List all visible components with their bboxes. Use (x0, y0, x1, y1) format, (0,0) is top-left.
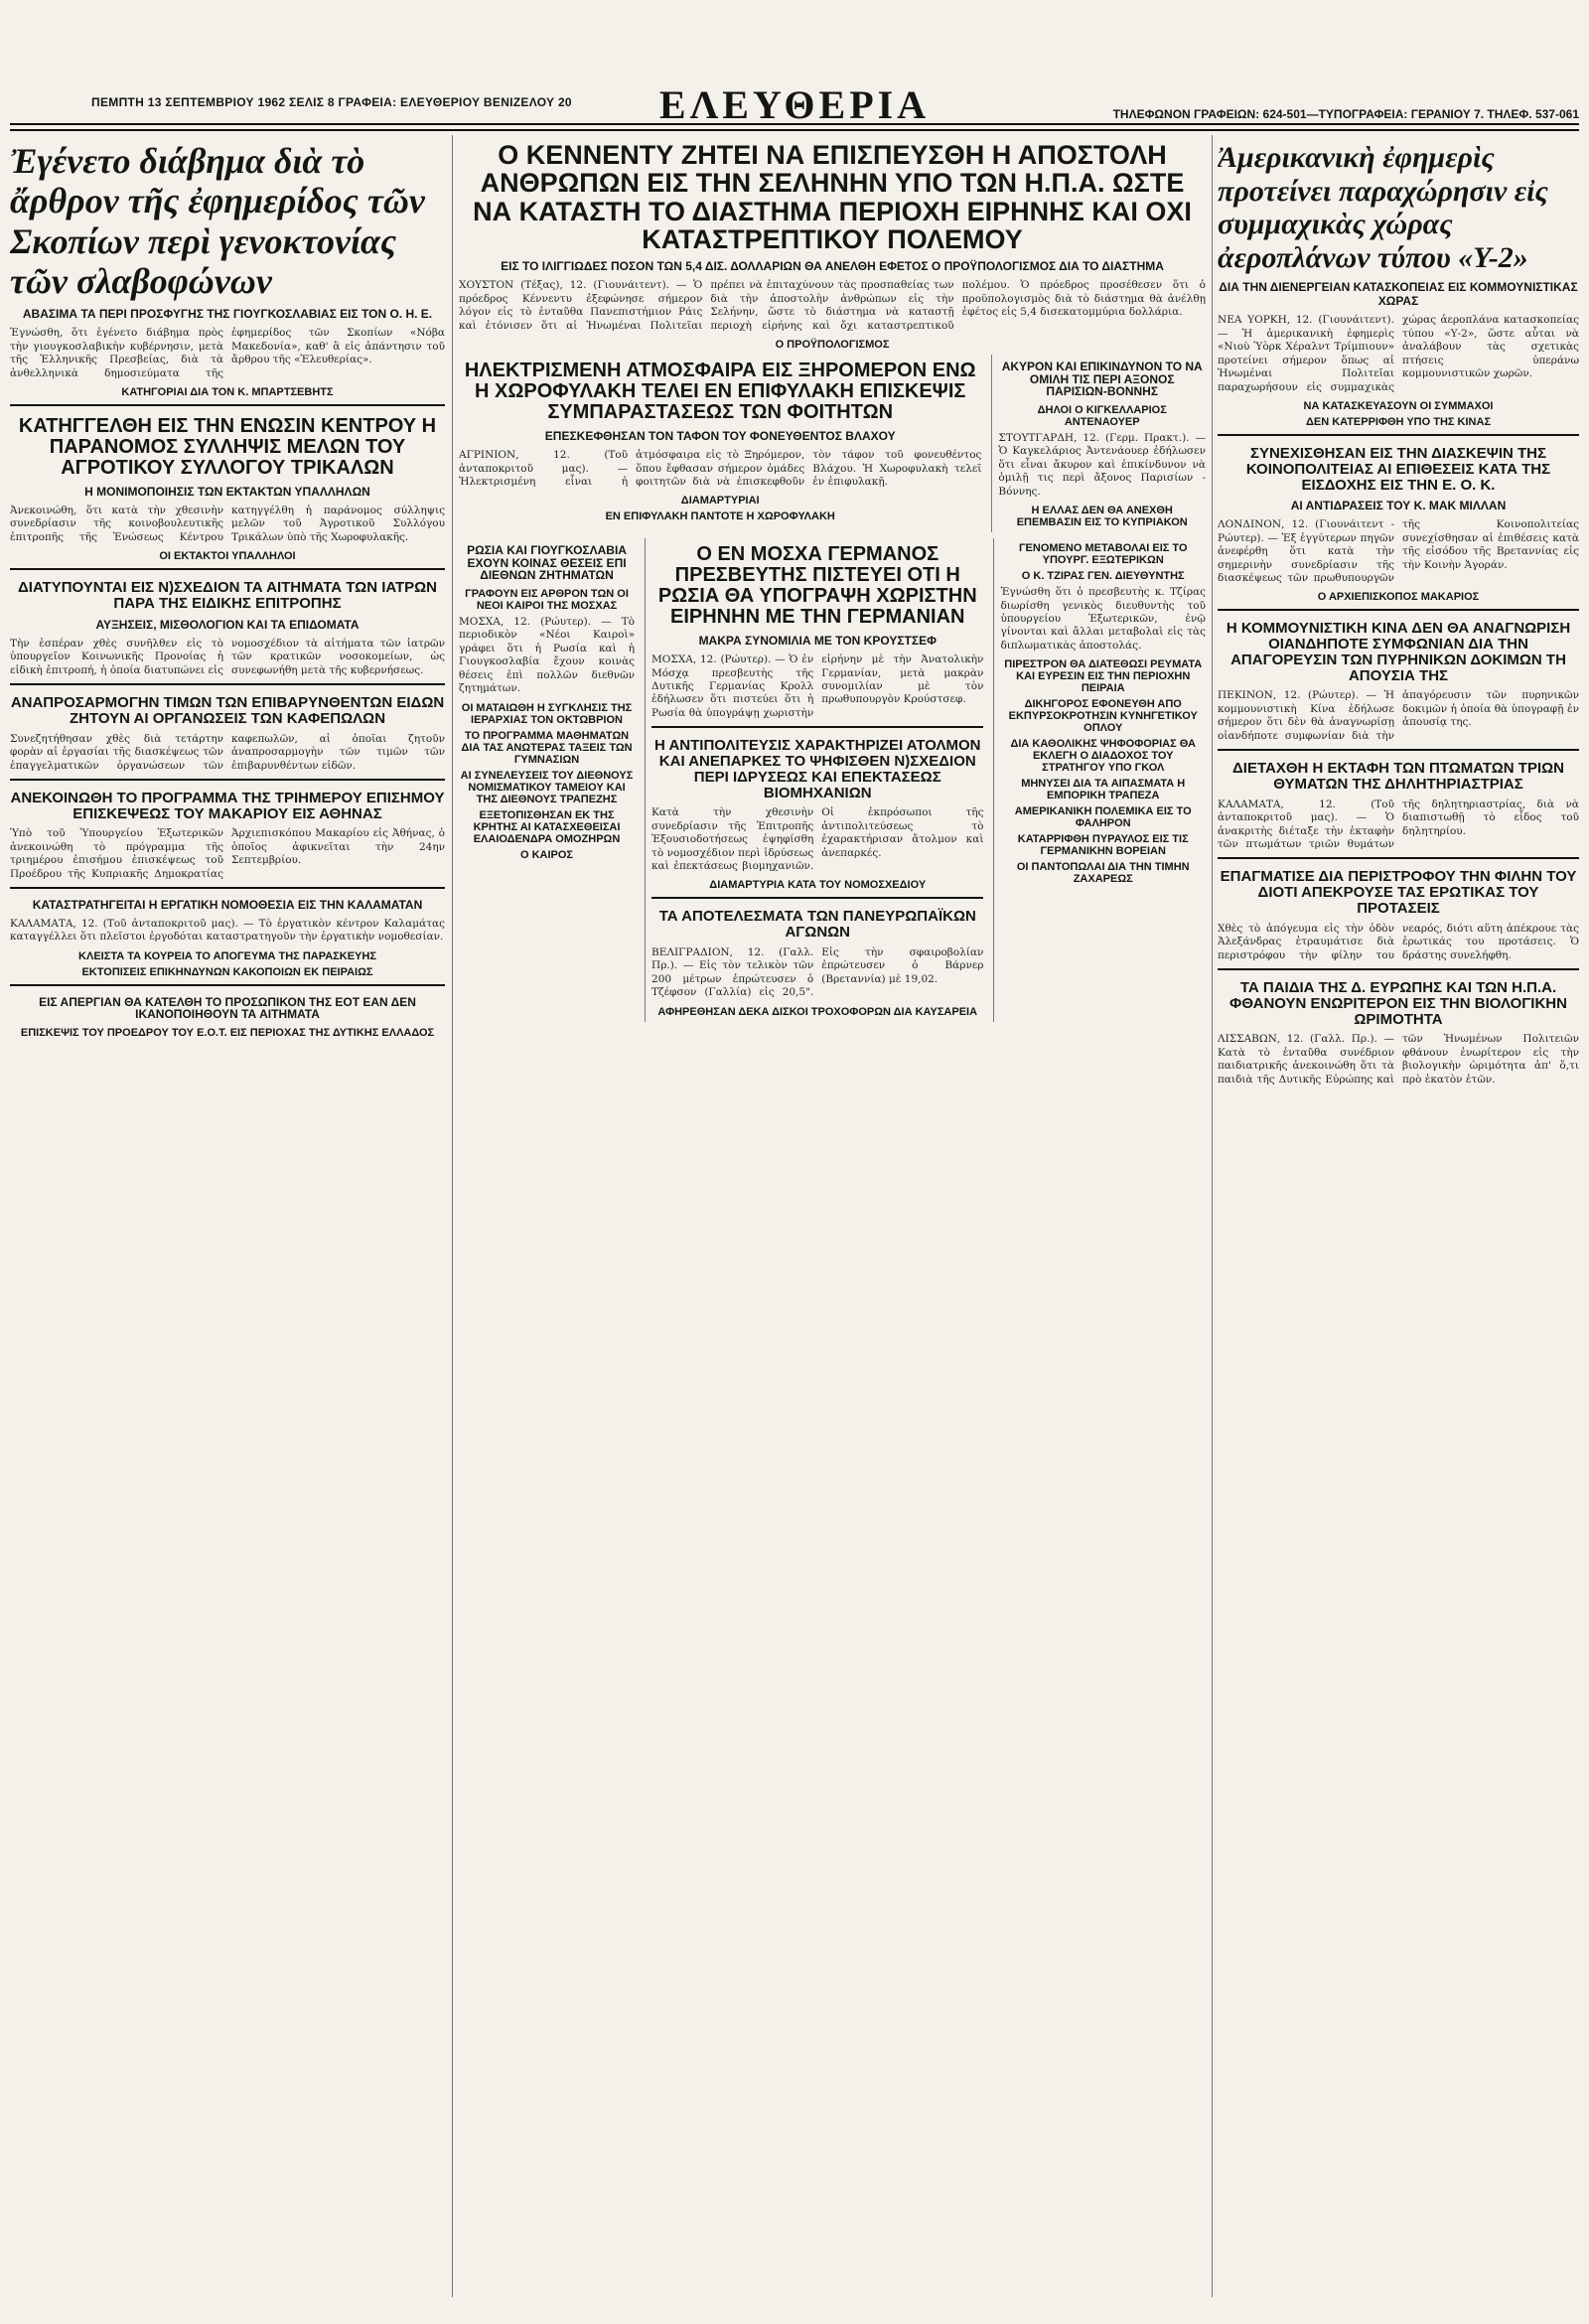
kina-text: ΠΕΚΙΝΟΝ, 12. (Ρώυτερ). — Ἡ κομμουνιστικὴ Κίνα ἐδήλωσε σήμερον ὅτι δὲν θὰ ἀναγνωρίσῃ οἱανδήποτε συμφωνίαν διὰ τὴν ἀπαγόρευσιν τῶν πυρηνικῶν δοκιμῶν ἡ ὁποία θὰ ὑπογραφῇ ἐν ἀπουσίᾳ της. (1218, 689, 1579, 742)
tsiras-subhead: Ο Κ. ΤΖΙΡΑΣ ΓΕΝ. ΔΙΕΥΘΥΝΤΗΣ (1021, 570, 1185, 583)
trikala-article (10, 404, 445, 562)
ptomata-headline: ΔΙΕΤΑΧΘΗ Η ΕΚΤΑΦΗ ΤΩΝ ΠΤΩΜΑΤΩΝ ΤΡΙΩΝ ΘΥΜΑΤΩΝ ΤΗΣ ΔΗΛΗΤΗΡΙΑΣΤΡΙΑΣ (1232, 760, 1564, 793)
makarios-article (10, 779, 445, 881)
center-column (459, 135, 1206, 2310)
akyron-subhead: ΔΗΛΟΙ Ο ΚΙΓΚΕΛΛΑΡΙΟΣ ΑΝΤΕΝΑΟΥΕΡ (1037, 403, 1167, 428)
koinopoliteia-headline: ΣΥΝΕΧΙΣΘΗΣΑΝ ΕΙΣ ΤΗΝ ΔΙΑΣΚΕΨΙΝ ΤΗΣ ΚΟΙΝΟΠΟΛΙΤΕΙΑΣ ΑΙ ΕΠΙΘΕΣΕΙΣ ΚΑΤΑ ΤΗΣ ΕΙΣΔΟΧΗΣ ΕΙΣ ΤΗΝ Ε. Ο. Κ. (1245, 445, 1551, 494)
rosia-giougko-subhead-4: ΑΙ ΣΥΝΕΛΕΥΣΕΙΣ ΤΟΥ ΔΙΕΘΝΟΥΣ ΝΟΜΙΣΜΑΤΙΚΟΥ ΤΑΜΕΙΟΥ ΚΑΙ ΤΗΣ ΔΙΕΘΝΟΥΣ ΤΡΑΠΕΖΗΣ (460, 769, 634, 805)
tsiras-subhead-3: ΔΙΚΗΓΟΡΟΣ ΕΦΟΝΕΥΘΗ ΑΠΟ ΕΚΠΥΡΣΟΚΡΟΤΗΣΙΝ ΚΥΝΗΓΕΤΙΚΟΥ ΟΠΛΟΥ (1008, 698, 1198, 735)
paidia-text: ΛΙΣΣΑΒΩΝ, 12. (Γαλλ. Πρ.). — Κατὰ τὸ ἐνταῦθα συνέδριον παιδιατρικῆς ἀνεκοινώθη ὅτι τὰ παιδιὰ τῆς Δυτικῆς Εὐρώπης καὶ τῶν Ἡνωμένων Πολιτειῶν φθάνουν ἐνωρίτερον εἰς τὴν βιολογικὴν ὡριμότητα ἀπ' ὅ,τι πρὸ ἑκατὸν ἐτῶν. (1218, 1033, 1579, 1086)
masthead (10, 8, 1579, 131)
makarios-text: Ὑπὸ τοῦ Ὑπουργείου Ἐξωτερικῶν ἀνεκοινώθη τὸ πρόγραμμα τῆς τριημέρου ἐπισήμου ἐπισκέψεως τοῦ Προέδρου τῆς Κυπριακῆς Δημοκρατίας Ἀρχιεπισκόπου Μακαρίου εἰς Ἀθήνας, ὁ ὁποῖος ἀφικνεῖται τὴν 24ην Σεπτεμβρίου. (10, 827, 445, 880)
nomodeia-subhead: ΚΛΕΙΣΤΑ ΤΑ ΚΟΥΡΕΙΑ ΤΟ ΑΠΟΓΕΥΜΑ ΤΗΣ ΠΑΡΑΣΚΕΥΗΣ (78, 949, 376, 962)
ptomata-article (1218, 749, 1579, 851)
akyron-article (991, 355, 1206, 532)
left-column (10, 135, 445, 2310)
xeromeron-article (459, 355, 981, 532)
nomodeia-headline: ΚΑΤΑΣΤΡΑΤΗΓΕΙΤΑΙ Η ΕΡΓΑΤΙΚΗ ΝΟΜΟΘΕΣΙΑ ΕΙΣ ΤΗΝ ΚΑΛΑΜΑΤΑΝ (32, 898, 423, 913)
agones-text: ΒΕΛΙΓΡΑΔΙΟΝ, 12. (Γαλλ. Πρ.). — Εἰς τὸν τελικὸν τῶν 200 μέτρων ἐπρώτευσεν ὁ Τζέφσον (Γαλλία) εἰς 20,5". Εἰς τὴν σφαιροβολίαν ἐπρώτευσεν ὁ Βάρνερ (Βρεταννία) μὲ 19,02. (651, 945, 984, 999)
xeromeron-subhead: ΕΠΕΣΚΕΦΘΗΣΑΝ ΤΟΝ ΤΑΦΟΝ ΤΟΥ ΦΟΝΕΥΘΕΝΤΟΣ ΒΛΑΧΟΥ (544, 429, 896, 444)
kafepolon-text: Συνεζητήθησαν χθὲς διὰ τετάρτην φορὰν αἱ ἐργασίαι τῆς διασκέψεως τῶν ἐπαγγελματικῶν ὀργανώσεων τῶν καφεπωλῶν, αἱ ὁποῖαι ζητοῦν ἀναπροσαρμογὴν τῶν τιμῶν τῶν ἐπιβαρυνθέντων εἰδῶν. (10, 732, 445, 772)
rosia-giougko-subhead-6: Ο ΚΑΙΡΟΣ (519, 848, 574, 861)
kennedy-headline: Ο ΚΕΝΝΕΝΤΥ ΖΗΤΕΙ ΝΑ ΕΠΙΣΠΕΥΣΘΗ Η ΑΠΟΣΤΟΛΗ ΑΝΘΡΩΠΩΝ ΕΙΣ ΤΗΝ ΣΕΛΗΝΗΝ ΥΠΟ ΤΩΝ Η.Π.Α. ΩΣΤΕ ΝΑ ΚΑΤΑΣΤΗ ΤΟ ΔΙΑΣΤΗΜΑ ΠΕΡΙΟΧΗ ΕΙΡΗΝΗΣ ΚΑΙ ΟΧΙ ΚΑΤΑΣΤΡΕΠΤΙΚΟΥ ΠΟΛΕΜΟΥ (473, 140, 1192, 255)
column-divider (1212, 135, 1213, 2297)
filin-article (1218, 857, 1579, 962)
tsiras-article (993, 538, 1206, 1022)
koinopoliteia-text: ΛΟΝΔΙΝΟΝ, 12. (Γιουνάιτεντ - Ρώυτερ). — Ἐξ ἐγγύτερων πηγῶν ἀνεφέρθη ὅτι κατὰ τὴν σημερινὴν συνεδρίασιν τῆς διασκέψεως τῶν πρωθυπουργῶν τῆς Κοινοπολιτείας συνεχίσθησαν αἱ ἐπιθέσεις κατὰ τῆς εἰσόδου τῆς Βρεταννίας εἰς τὴν Κοινὴν Ἀγοράν. (1218, 518, 1579, 584)
xeromeron-subhead-2: ΔΙΑΜΑΡΤΥΡΙΑΙ (680, 495, 760, 508)
u2-subhead-2: ΝΑ ΚΑΤΑΣΚΕΥΑΣΟΥΝ ΟΙ ΣΥΜΜΑΧΟΙ (1303, 400, 1494, 412)
masthead-date-line: ΠΕΜΠΤΗ 13 ΣΕΠΤΕΜΒΡΙΟΥ 1962 ΣΕΛΙΣ 8 ΓΡΑΦΕΙΑ: ΕΛΕΥΘΕΡΙΟΥ ΒΕΝΙΖΕΛΟΥ 20 (91, 95, 572, 109)
rosia-giougko-subhead-2: ΟΙ ΜΑΤΑΙΩΘΗ Η ΣΥΓΚΛΗΣΙΣ ΤΗΣ ΙΕΡΑΡΧΙΑΣ ΤΟΝ ΟΚΤΩΒΡΙΟΝ (461, 701, 633, 726)
kafepolon-headline: ΑΝΑΠΡΟΣΑΡΜΟΓΗΝ ΤΙΜΩΝ ΤΩΝ ΕΠΙΒΑΡΥΝΘΕΝΤΩΝ ΕΙΔΩΝ ΖΗΤΟΥΝ ΑΙ ΟΡΓΑΝΩΣΕΙΣ ΤΩΝ ΚΑΦΕΠΩΛΩΝ (10, 694, 445, 727)
tsiras-subhead-6: ΑΜΕΡΙΚΑΝΙΚΗ ΠΟΛΕΜΙΚΑ ΕΙΣ ΤΟ ΦΑΛΗΡΟΝ (1014, 805, 1192, 830)
moscha-headline: Ο ΕΝ ΜΟΣΧΑ ΓΕΡΜΑΝΟΣ ΠΡΕΣΒΕΥΤΗΣ ΠΙΣΤΕΥΕΙ ΟΤΙ Η ΡΩΣΙΑ ΘΑ ΥΠΟΓΡΑΨΗ ΧΩΡΙΣΤΗΝ ΕΙΡΗΝΗΝ ΜΕ ΤΗΝ ΓΕΡΜΑΝΙΑΝ (657, 543, 977, 629)
tsiras-subhead-4: ΔΙΑ ΚΑΘΟΛΙΚΗΣ ΨΗΦΟΦΟΡΙΑΣ ΘΑ ΕΚΛΕΓΗ Ο ΔΙΑΔΟΧΟΣ ΤΟΥ ΣΤΡΑΤΗΓΟΥ ΥΠΟ ΓΚΟΛ (1010, 738, 1196, 775)
moscha-subhead: ΜΑΚΡΑ ΣΥΝΟΜΙΛΙΑ ΜΕ ΤΟΝ ΚΡΟΥΣΤΣΕΦ (698, 634, 937, 649)
kennedy-subhead: ΕΙΣ ΤΟ ΙΛΙΓΓΙΩΔΕΣ ΠΟΣΟΝ ΤΩΝ 5,4 ΔΙΣ. ΔΟΛΛΑΡΙΩΝ ΘΑ ΑΝΕΛΘΗ ΕΦΕΤΟΣ Ο ΠΡΟΫΠΟΛΟΓΙΣΜΟΣ ΔΙΑ ΤΟ ΔΙΑΣΤΗΜΑ (501, 259, 1164, 274)
kina-headline: Η ΚΟΜΜΟΥΝΙΣΤΙΚΗ ΚΙΝΑ ΔΕΝ ΘΑ ΑΝΑΓΝΩΡΙΣΗ ΟΙΑΝΔΗΠΟΤΕ ΣΥΜΦΩΝΙΑΝ ΔΙΑ ΤΗΝ ΑΠΑΓΟΡΕΥΣΙΝ ΤΩΝ ΠΥΡΗΝΙΚΩΝ ΔΟΚΙΜΩΝ ΤΗ ΑΠΟΥΣΙΑ ΤΗΣ (1226, 620, 1571, 684)
agones-headline: ΤΑ ΑΠΟΤΕΛΕΣΜΑΤΑ ΤΩΝ ΠΑΝΕΥΡΩΠΑΪΚΩΝ ΑΓΩΝΩΝ (658, 908, 976, 942)
xeromeron-subhead-3: ΕΝ ΕΠΙΦΥΛΑΚΗ ΠΑΝΤΟΤΕ Η ΧΩΡΟΦΥΛΑΚΗ (605, 510, 835, 523)
trikala-text: Ἀνεκοινώθη, ὅτι κατὰ τὴν χθεσινὴν συνεδρίασιν τῆς κοινοβουλευτικῆς ἐπιτροπῆς τῆς Ἑνώσεως Κέντρου κατηγγέλθη ἡ παράνομος σύλληψις μελῶν τοῦ Ἀγροτικοῦ Συλλόγου Τρικάλων ὑπὸ τῆς Χωροφυλακῆς. (10, 505, 445, 543)
rosia-giougko-subhead-3: ΤΟ ΠΡΟΓΡΑΜΜΑ ΜΑΘΗΜΑΤΩΝ ΔΙΑ ΤΑΣ ΑΝΩΤΕΡΑΣ ΤΑΞΕΙΣ ΤΩΝ ΓΥΜΝΑΣΙΩΝ (461, 729, 633, 766)
u2-headline: Ἀμερικανικὴ ἐφημερὶς προτείνει παραχώρησιν εἰς συμμαχικὰς χώρας ἀεροπλάνων τύπου «Υ-2» (1218, 141, 1548, 274)
rosia-giougko-headline: ΡΩΣΙΑ ΚΑΙ ΓΙΟΥΓΚΟΣΛΑΒΙΑ ΕΧΟΥΝ ΚΟΙΝΑΣ ΘΕΣΕΙΣ ΕΠΙ ΔΙΕΘΝΩΝ ΖΗΤΗΜΑΤΩΝ (467, 543, 627, 583)
moscha-article (645, 538, 983, 1022)
u2-subhead-3: ΔΕΝ ΚΑΤΕΡΡΙΦΘΗ ΥΠΟ ΤΗΣ ΚΙΝΑΣ (1305, 416, 1492, 428)
tsiras-subhead-8: ΟΙ ΠΑΝΤΟΠΩΛΑΙ ΔΙΑ ΤΗΝ ΤΙΜΗΝ ΖΑΧΑΡΕΩΣ (1016, 861, 1190, 886)
masthead-phone-line: ΤΗΛΕΦΩΝΟΝ ΓΡΑΦΕΙΩΝ: 624-501—ΤΥΠΟΓΡΑΦΕΙΑ: ΓΕΡΑΝΙΟΥ 7. ΤΗΛΕΦ. 537-061 (1112, 107, 1579, 121)
iatroi-article (10, 568, 445, 677)
xeromeron-text: ΑΓΡΙΝΙΟΝ, 12. (Τοῦ ἀνταποκριτοῦ μας). — Ἠλεκτρισμένη εἶναι ἡ ἀτμόσφαιρα εἰς τὸ Ξηρόμερον, ὅπου ἔφθασαν σήμερον ὁμάδες φοιτητῶν διὰ νὰ ἐπισκεφθοῦν τὸν τάφον τοῦ φονευθέντος Βλάχου. Ἡ Χωροφυλακὴ τελεῖ ἐν ἐπιφυλακῇ. (459, 449, 982, 488)
center-row-1 (459, 355, 1206, 532)
tsiras-headline: ΓΕΝΟΜΕΝΟ ΜΕΤΑΒΟΛΑΙ ΕΙΣ ΤΟ ΥΠΟΥΡΓ. ΕΞΩΤΕΡΙΚΩΝ (1018, 542, 1188, 567)
newspaper-title: ΕΛΕΥΘΕΡΙΑ (658, 82, 931, 127)
column-divider (452, 135, 453, 2297)
xeromeron-headline: ΗΛΕΚΤΡΙΣΜΕΝΗ ΑΤΜΟΣΦΑΙΡΑ ΕΙΣ ΞΗΡΟΜΕΡΟΝ ΕΝΩ Η ΧΩΡΟΦΥΛΑΚΗ ΤΕΛΕΙ ΕΝ ΕΠΙΦΥΛΑΚΗ ΕΠΙΣΚΕΨΙΣ ΣΥΜΠΑΡΑΣΤΑΣΕΩΣ ΤΩΝ ΦΟΙΤΗΤΩΝ (464, 360, 976, 424)
moscha-text: ΜΟΣΧΑ, 12. (Ρώυτερ). — Ὁ ἐν Μόσχᾳ πρεσβευτὴς τῆς Δυτικῆς Γερμανίας Κρολλ ἐδήλωσεν ὅτι πιστεύει ὅτι ἡ Ρωσία θὰ ὑπογράψῃ χωριστὴν εἰρήνην μὲ τὴν Ἀνατολικὴν Γερμανίαν, μετὰ μακρὰν συνομιλίαν μὲ τὸν πρωθυπουργὸν Κρούστσεφ. (651, 654, 984, 719)
rosia-giougko-subhead-5: ΕΞΕΤΟΠΙΣΘΗΣΑΝ ΕΚ ΤΗΣ ΚΡΗΤΗΣ ΑΙ ΚΑΤΑΣΧΕΘΕΙΣΑΙ ΕΛΑΙΟΔΕΝΔΡΑ ΟΜΟΖΗΡΩΝ (473, 808, 621, 845)
iatroi-subhead: ΑΥΞΗΣΕΙΣ, ΜΙΣΘΟΛΟΓΙΟΝ ΚΑΙ ΤΑ ΕΠΙΔΟΜΑΤΑ (95, 617, 360, 632)
kina-article (1218, 609, 1579, 743)
akyron-subhead-2: Η ΕΛΛΑΣ ΔΕΝ ΘΑ ΑΝΕΧΘΗ ΕΠΕΜΒΑΣΙΝ ΕΙΣ ΤΟ ΚΥΠΡΙΑΚΟΝ (1016, 505, 1188, 529)
nomodeia-article (10, 887, 445, 977)
viomichania-article (651, 726, 983, 891)
trikala-headline: ΚΑΤΗΓΓΕΛΘΗ ΕΙΣ ΤΗΝ ΕΝΩΣΙΝ ΚΕΝΤΡΟΥ Η ΠΑΡΑΝΟΜΟΣ ΣΥΛΛΗΨΙΣ ΜΕΛΩΝ ΤΟΥ ΑΓΡΟΤΙΚΟΥ ΣΥΛΛΟΓΟΥ ΤΡΙΚΑΛΩΝ (18, 415, 437, 479)
masthead-rule (10, 123, 1579, 125)
rosia-giougko-text: ΜΟΣΧΑ, 12. (Ρώυτερ). — Τὸ περιοδικὸν «Νέοι Καιροὶ» γράφει ὅτι ἡ Ρωσία καὶ ἡ Γιουγκοσλαβία ἔχουν κοινὰς θέσεις ἐπὶ πολλῶν διεθνῶν ζητημάτων. (459, 615, 636, 695)
u2-text: ΝΕΑ ΥΟΡΚΗ, 12. (Γιουνάιτεντ). — Ἡ ἀμερικανικὴ ἐφημερὶς «Νιοὺ Ὑὸρκ Χέραλντ Τρίμπιουν» προτείνει σήμερον ὅπως αἱ Ἡνωμέναι Πολιτεῖαι παραχωρήσουν εἰς συμμαχικὰς χώρας ἀεροπλάνα κατασκοπείας τύπου «Υ-2», ὥστε αὗται νὰ ἀναλάβουν τὰς σχετικὰς πτήσεις ὑπεράνω κομμουνιστικῶν χωρῶν. (1218, 314, 1579, 393)
agones-subhead: ΑΦΗΡΕΘΗΣΑΝ ΔΕΚΑ ΔΙΣΚΟΙ ΤΡΟΧΟΦΟΡΩΝ ΔΙΑ ΚΑΥΣΑΡΕΙΑ (657, 1005, 978, 1018)
diavima-text: Ἐγνώσθη, ὅτι ἐγένετο διάβημα πρὸς τὴν γιουγκοσλαβικὴν κυβέρνησιν, μετὰ τῆς Ἑλληνικῆς Πρεσβείας, διὰ τὰ ἀνθελληνικὰ δημοσιεύματα τῆς ἐφημερίδος τῶν Σκοπίων «Νόβα Μακεδονία», καθ' ἃ εἰς ἀπάντησιν τοῦ ἄρθρου τῆς «Ἐλευθερίας». (10, 327, 445, 379)
masthead-rule-2 (10, 129, 1579, 131)
right-column (1218, 135, 1579, 2310)
agones-article (651, 897, 983, 1017)
diavima-subhead: ΑΒΑΣΙΜΑ ΤΑ ΠΕΡΙ ΠΡΟΣΦΥΓΗΣ ΤΗΣ ΓΙΟΥΓΚΟΣΛΑΒΙΑΣ ΕΙΣ ΤΟΝ Ο. Η. Ε. (22, 307, 433, 322)
akyron-text: ΣΤΟΥΤΓΑΡΔΗ, 12. (Γερμ. Πρακτ.). — Ὁ Καγκελάριος Ἀντενάουερ ἐδήλωσεν ὅτι εἶναι ἄκυρον καὶ ἐπικίνδυνον νὰ ὁμιλῇ τις περὶ ἄξονος Παρισίων - Βόννης. (998, 431, 1206, 498)
ptomata-text: ΚΑΛΑΜΑΤΑ, 12. (Τοῦ ἀνταποκριτοῦ μας). — Ὁ ἀνακριτὴς διέταξε τὴν ἐκταφὴν τῶν πτωμάτων τριῶν θυμάτων τῆς δηλητηριαστρίας, διὰ νὰ διαπιστωθῇ τὸ εἶδος τοῦ δηλητηρίου. (1218, 798, 1579, 850)
paidia-headline: ΤΑ ΠΑΙΔΙΑ ΤΗΣ Δ. ΕΥΡΩΠΗΣ ΚΑΙ ΤΩΝ Η.Π.Α. ΦΘΑΝΟΥΝ ΕΝΩΡΙΤΕΡΟΝ ΕΙΣ ΤΗΝ ΒΙΟΛΟΓΙΚΗΝ ΩΡΙΜΟΤΗΤΑ (1229, 979, 1567, 1028)
trikala-subhead-2: ΟΙ ΕΚΤΑΚΤΟΙ ΥΠΑΛΛΗΛΟΙ (159, 550, 296, 563)
tsiras-subhead-2: ΠΙΡΕΣΤΡΟΝ ΘΑ ΔΙΑΤΕΘΩΣΙ ΡΕΥΜΑΤΑ ΚΑΙ ΕΥΡΕΣΙΝ ΕΙΣ ΤΗΝ ΠΕΡΙΟΧΗΝ ΠΕΙΡΑΙΑ (1004, 658, 1203, 695)
diavima-subhead-2: ΚΑΤΗΓΟΡΙΑΙ ΔΙΑ ΤΟΝ Κ. ΜΠΑΡΤΣΕΒΗΤΣ (121, 386, 334, 398)
nomodeia-text: ΚΑΛΑΜΑΤΑ, 12. (Τοῦ ἀνταποκριτοῦ μας). — Τὸ ἐργατικὸν κέντρον Καλαμάτας καταγγέλλει ὅτι πλεῖστοι ἐργοδόται καταστρατηγοῦν τὴν ἐργατικὴν νομοθεσίαν. (10, 917, 445, 944)
tsiras-subhead-7: ΚΑΤΑΡΡΙΦΘΗ ΠΥΡΑΥΛΟΣ ΕΙΣ ΤΙΣ ΓΕΡΜΑΝΙΚΗΝ ΒΟΡΕΙΑΝ (1017, 833, 1189, 858)
makarios-headline: ΑΝΕΚΟΙΝΩΘΗ ΤΟ ΠΡΟΓΡΑΜΜΑ ΤΗΣ ΤΡΙΗΜΕΡΟΥ ΕΠΙΣΗΜΟΥ ΕΠΙΣΚΕΨΕΩΣ ΤΟΥ ΜΑΚΑΡΙΟΥ ΕΙΣ ΑΘΗΝΑΣ (10, 789, 445, 822)
eoyt-article (10, 984, 445, 1039)
koinopoliteia-subhead-2: Ο ΑΡΧΙΕΠΙΣΚΟΠΟΣ ΜΑΚΑΡΙΟΣ (1317, 591, 1480, 604)
kafepolon-article (10, 683, 445, 773)
paidia-article (1218, 968, 1579, 1087)
tsiras-text: Ἐγνώσθη ὅτι ὁ πρεσβευτὴς κ. Τζίρας διωρίσθη γενικὸς διευθυντὴς τοῦ ὑπουργείου Ἐξωτερικῶν, ἐνῷ γίνονται καὶ ἄλλαι μεταβολαὶ εἰς τὰς διπλωματικὰς ἀποστολάς. (1000, 586, 1206, 652)
viomichania-subhead: ΔΙΑΜΑΡΤΥΡΙΑ ΚΑΤΑ ΤΟΥ ΝΟΜΟΣΧΕΔΙΟΥ (709, 879, 927, 892)
akyron-headline: ΑΚΥΡΟΝ ΚΑΙ ΕΠΙΚΙΝΔΥΝΟΝ ΤΟ ΝΑ ΟΜΙΛΗ ΤΙΣ ΠΕΡΙ ΑΞΟΝΟΣ ΠΑΡΙΣΙΩΝ-ΒΟΝΝΗΣ (1001, 360, 1203, 399)
eoyt-headline: ΕΙΣ ΑΠΕΡΓΙΑΝ ΘΑ ΚΑΤΕΛΘΗ ΤΟ ΠΡΟΣΩΠΙΚΟΝ ΤΗΣ ΕΟΤ ΕΑΝ ΔΕΝ ΙΚΑΝΟΠΟΙΗΘΟΥΝ ΤΑ ΑΙΤΗΜΑΤΑ (39, 994, 416, 1022)
newspaper-page (10, 8, 1579, 2317)
tsiras-subhead-5: ΜΗΝΥΣΕΙ ΔΙΑ ΤΑ ΑΙΠΑΣΜΑΤΑ Η ΕΜΠΟΡΙΚΗ ΤΡΑΠΕΖΑ (1021, 778, 1186, 802)
kennedy-subhead-2: Ο ΠΡΟΫΠΟΛΟΓΙΣΜΟΣ (775, 339, 890, 352)
filin-headline: ΕΠΑΓΜΑΤΙΣΕ ΔΙΑ ΠΕΡΙΣΤΡΟΦΟΥ ΤΗΝ ΦΙΛΗΝ ΤΟΥ ΔΙΟΤΙ ΑΠΕΚΡΟΥΣΕ ΤΑΣ ΕΡΩΤΙΚΑΣ ΤΟΥ ΠΡΟΤΑΣΕΙΣ (1220, 868, 1577, 917)
center-row-2 (459, 538, 1206, 1022)
koinopoliteia-subhead: ΑΙ ΑΝΤΙΔΡΑΣΕΙΣ ΤΟΥ Κ. ΜΑΚ ΜΙΛΛΑΝ (1290, 499, 1507, 513)
diavima-headline: Ἐγένετο διάβημα διὰ τὸ ἄρθρον τῆς ἐφημερίδος τῶν Σκοπίων περὶ γενοκτονίας τῶν σλαβοφώνων (10, 141, 425, 301)
rosia-giougko-subhead: ΓΡΑΦΟΥΝ ΕΙΣ ΑΡΘΡΟΝ ΤΩΝ ΟΙ ΝΕΟΙ ΚΑΙΡΟΙ ΤΗΣ ΜΟΣΧΑΣ (465, 587, 629, 612)
trikala-subhead: Η ΜΟΝΙΜΟΠΟΙΗΣΙΣ ΤΩΝ ΕΚΤΑΚΤΩΝ ΥΠΑΛΛΗΛΩΝ (84, 485, 370, 499)
kennedy-text: ΧΟΥΣΤΟΝ (Τέξας), 12. (Γιουνάιτεντ). — Ὁ πρόεδρος Κέννεντυ ἐξεφώνησε σήμερον λόγον εἰς τὸ ἐνταῦθα Πανεπιστήμιον Ράις καὶ ἐτόνισεν ὅτι αἱ Ἡνωμέναι Πολιτεῖαι πρέπει νὰ ἐπιταχύνουν τὰς προσπαθείας των διὰ τὴν ἀποστολὴν ἀνθρώπων εἰς τὴν Σελήνην, ὥστε τὸ διάστημα νὰ καταστῇ περιοχὴ εἰρήνης καὶ ὄχι καταστρεπτικοῦ πολέμου. Ὁ πρόεδρος προσέθεσεν ὅτι ὁ προϋπολογισμὸς διὰ τὸ διάστημα θὰ ἀνέλθῃ ἐφέτος εἰς 5,4 δισεκατομμύρια δολλάρια. (459, 279, 1206, 332)
viomichania-text: Κατὰ τὴν χθεσινὴν συνεδρίασιν τῆς Ἐπιτροπῆς Ἐξουσιοδοτήσεως ἐψηφίσθη τὸ νομοσχέδιον περὶ ἱδρύσεως καὶ ἐπεκτάσεως βιομηχανιῶν. Οἱ ἐκπρόσωποι τῆς ἀντιπολιτεύσεως τὸ ἐχαρακτήρισαν ἄτολμον καὶ ἀνεπαρκές. (651, 806, 984, 873)
u2-subhead: ΔΙΑ ΤΗΝ ΔΙΕΝΕΡΓΕΙΑΝ ΚΑΤΑΣΚΟΠΕΙΑΣ ΕΙΣ ΚΟΜΜΟΥΝΙΣΤΙΚΑΣ ΧΩΡΑΣ (1219, 280, 1578, 309)
eoyt-subhead: ΕΠΙΣΚΕΨΙΣ ΤΟΥ ΠΡΟΕΔΡΟΥ ΤΟΥ Ε.Ο.Τ. ΕΙΣ ΠΕΡΙΟΧΑΣ ΤΗΣ ΔΥΤΙΚΗΣ ΕΛΛΑΔΟΣ (20, 1026, 435, 1039)
iatroi-headline: ΔΙΑΤΥΠΟΥΝΤΑΙ ΕΙΣ Ν)ΣΧΕΔΙΟΝ ΤΑ ΑΙΤΗΜΑΤΑ ΤΩΝ ΙΑΤΡΩΝ ΠΑΡΑ ΤΗΣ ΕΙΔΙΚΗΣ ΕΠΙΤΡΟΠΗΣ (18, 579, 437, 613)
rosia-giougko-article (459, 538, 635, 1022)
iatroi-text: Τὴν ἑσπέραν χθὲς συνῆλθεν εἰς τὸ ὑπουργεῖον Κοινωνικῆς Προνοίας ἡ εἰδικὴ ἐπιτροπή, ἡ ὁποία διατυπώνει εἰς νομοσχέδιον τὰ αἰτήματα τῶν ἰατρῶν τῶν κρατικῶν νοσοκομείων, ὡς συνεφωνήθη μετὰ τῆς κυβερνήσεως. (10, 637, 445, 676)
nomodeia-subhead-2: ΕΚΤΟΠΙΣΕΙΣ ΕΠΙΚΗΝΔΥΝΩΝ ΚΑΚΟΠΟΙΩΝ ΕΚ ΠΕΙΡΑΙΩΣ (81, 965, 373, 978)
viomichania-headline: Η ΑΝΤΙΠΟΛΙΤΕΥΣΙΣ ΧΑΡΑΚΤΗΡΙΖΕΙ ΑΤΟΛΜΟΝ ΚΑΙ ΑΝΕΠΑΡΚΕΣ ΤΟ ΨΗΦΙΣΘΕΝ Ν)ΣΧΕΔΙΟΝ ΠΕΡΙ ΙΔΡΥΣΕΩΣ ΚΑΙ ΕΠΕΚΤΑΣΕΩΣ ΒΙΟΜΗΧΑΝΙΩΝ (654, 737, 981, 801)
koinopoliteia-article (1218, 434, 1579, 603)
filin-text: Χθὲς τὸ ἀπόγευμα εἰς τὴν ὁδὸν Ἀλεξάνδρας ἐτραυμάτισε διὰ περιστρόφου τὴν φίλην του νεαρός, διότι αὕτη ἀπέκρουε τὰς ἐρωτικάς του προτάσεις. Ὁ δράστης συνελήφθη. (1218, 922, 1579, 961)
